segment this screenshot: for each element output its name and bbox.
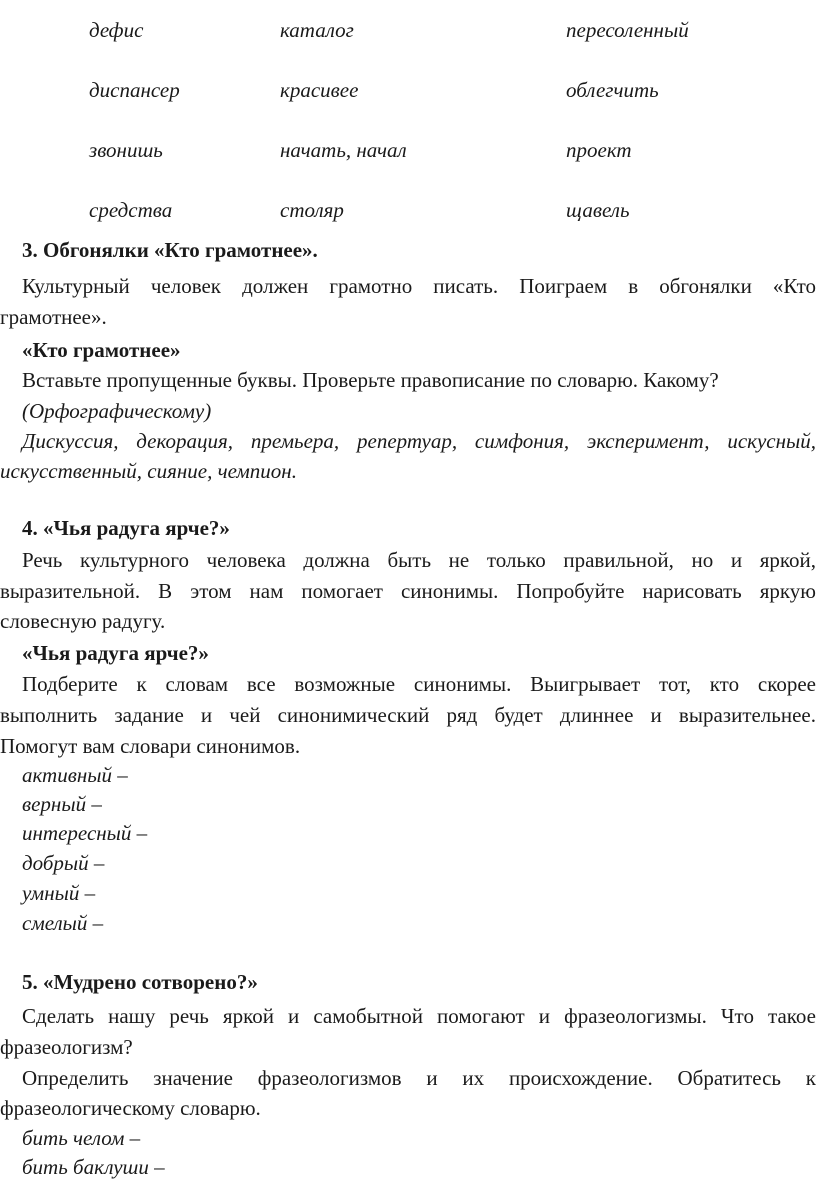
section-3-task: Вставьте пропущенные буквы. Проверьте правописание по словарю. Какому? (22, 368, 719, 392)
section-5-intro-line: фразеологизм? (0, 1035, 133, 1059)
section-4-task-line: Подберите к словам все возможные синонимы. Выигрывает тот, кто скорее (22, 672, 816, 696)
section-4-subheading: «Чья радуга ярче?» (22, 641, 209, 665)
table-word: щавель (566, 198, 630, 222)
section-3-intro-line: грамотнее». (0, 305, 107, 329)
table-word: звонишь (89, 138, 163, 162)
section-4-intro-line: Речь культурного человека должна быть не только правильной, но и яркой, (22, 548, 816, 572)
synonym-word: умный – (22, 881, 96, 905)
phraseologism: бить челом – (22, 1126, 141, 1150)
section-3-intro-line: Культурный человек должен грамотно писать. Поиграем в обгонялки «Кто (22, 274, 816, 298)
table-word: дефис (89, 18, 144, 42)
section-3-words-line: искусственный, сияние, чемпион. (0, 459, 297, 483)
table-word: столяр (280, 198, 344, 222)
table-word: проект (566, 138, 632, 162)
synonym-word: смелый – (22, 911, 104, 935)
section-5-intro-line: Сделать нашу речь яркой и самобытной помогают и фразеологизмы. Что такое (22, 1004, 816, 1028)
section-4-task-line: Помогут вам словари синонимов. (0, 734, 301, 758)
synonym-word: интересный – (22, 821, 148, 845)
section-4-heading: 4. «Чья радуга ярче?» (22, 516, 230, 540)
section-3-answer: (Орфографическому) (22, 399, 212, 423)
table-word: средства (89, 198, 173, 222)
phraseologism: бить баклуши – (22, 1155, 165, 1179)
table-word: красивее (280, 78, 359, 102)
word-table-row (0, 78, 816, 106)
synonym-word: добрый – (22, 851, 105, 875)
word-table-row (0, 18, 816, 46)
table-word: пересоленный (566, 18, 689, 42)
table-word: каталог (280, 18, 354, 42)
section-5-task-line: Определить значение фразеологизмов и их происхождение. Обратитесь к (22, 1066, 816, 1090)
section-3-subheading: «Кто грамотнее» (22, 338, 181, 362)
section-3-heading: 3. Обгонялки «Кто грамотнее». (22, 238, 318, 262)
section-5-task-line: фразеологическому словарю. (0, 1096, 261, 1120)
section-5-heading: 5. «Мудрено сотворено?» (22, 970, 258, 994)
table-word: начать, начал (280, 138, 407, 162)
synonym-word: активный – (22, 763, 128, 787)
section-3-words-line: Дискуссия, декорация, премьера, репертуар, симфония, эксперимент, искусный, (22, 429, 816, 453)
section-4-intro-line: выразительной. В этом нам помогает синонимы. Попробуйте нарисовать яркую (0, 579, 816, 603)
word-table-row (0, 198, 816, 226)
section-4-intro-line: словесную радугу. (0, 609, 166, 633)
section-4-task-line: выполнить задание и чей синонимический ряд будет длиннее и выразительнее. (0, 703, 816, 727)
table-word: облегчить (566, 78, 659, 102)
table-word: диспансер (89, 78, 180, 102)
word-table-row (0, 138, 816, 166)
synonym-word: верный – (22, 792, 102, 816)
